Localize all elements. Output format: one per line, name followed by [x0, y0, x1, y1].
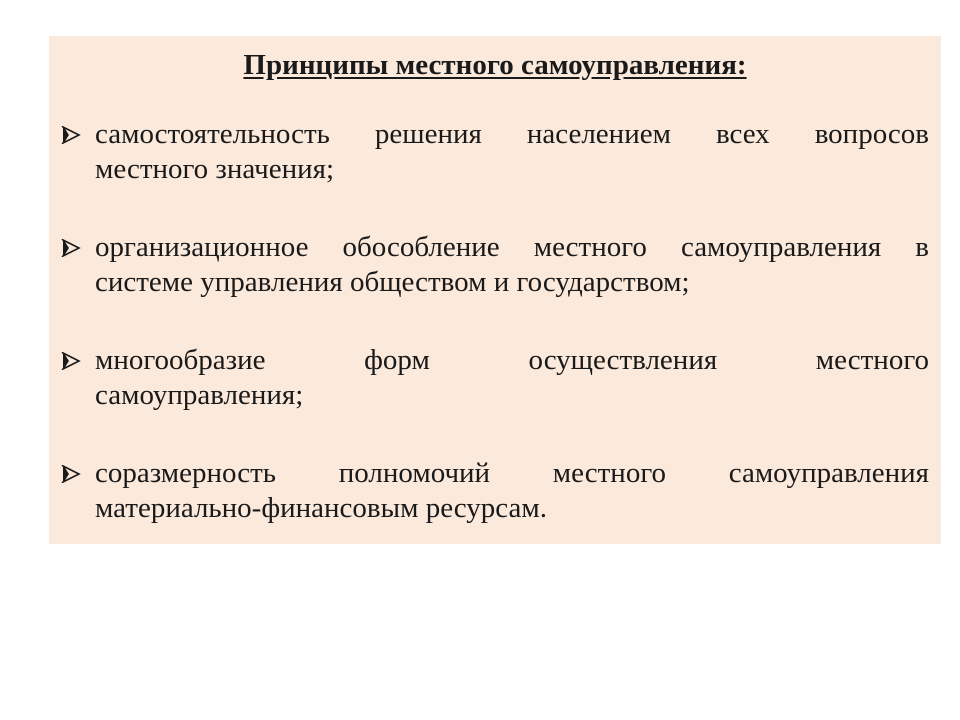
- list-item: [61, 456, 929, 526]
- arrowhead-bullet-icon: [61, 230, 85, 265]
- list-item-line: местного значения;: [95, 153, 335, 185]
- list-item: [61, 117, 929, 187]
- list-item-line: соразмерность полномочий местного самоуправления: [95, 457, 929, 489]
- list-item-line: материально-финансовым ресурсам.: [95, 492, 547, 524]
- list-item-line: многообразие форм осуществления местного: [95, 344, 929, 376]
- arrowhead-bullet-icon: [61, 343, 85, 378]
- list-item-line: организационное обособление местного самоуправления в: [95, 231, 929, 263]
- content-panel: [49, 36, 941, 544]
- list-item: [61, 343, 929, 413]
- arrowhead-bullet-icon: [61, 456, 85, 491]
- arrowhead-bullet-icon: [61, 117, 85, 152]
- slide-title: Принципы местного самоуправления:: [243, 49, 747, 81]
- list-item-line: самостоятельность решения населением всех вопросов: [95, 118, 929, 150]
- list-item-line: самоуправления;: [95, 379, 304, 411]
- principles-list: [61, 117, 929, 526]
- list-item-line: системе управления обществом и государством;: [95, 266, 690, 298]
- list-item: [61, 230, 929, 300]
